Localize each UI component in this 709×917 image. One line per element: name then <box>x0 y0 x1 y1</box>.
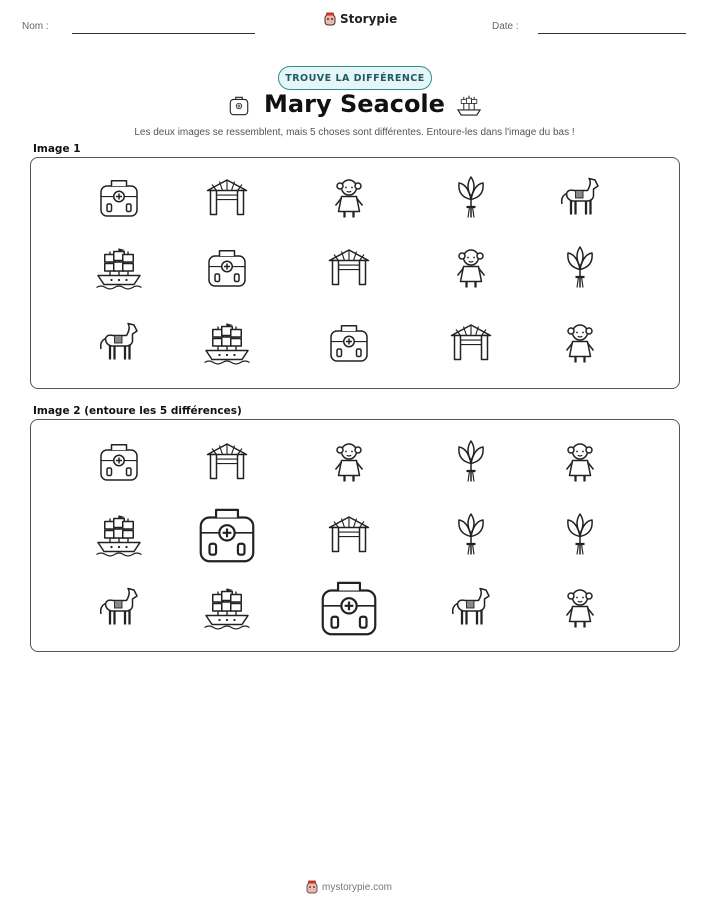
doll-icon[interactable] <box>556 584 604 632</box>
ship-title-icon <box>456 94 482 118</box>
footer <box>306 880 392 894</box>
medical-bag-icon[interactable] <box>325 319 373 367</box>
ship-icon[interactable] <box>203 319 251 367</box>
image2-label: Image 2 (entoure les 5 différences) <box>33 405 242 417</box>
doll-icon[interactable] <box>447 244 495 292</box>
horse-icon[interactable] <box>556 174 604 222</box>
storypie-mascot-icon <box>306 880 318 894</box>
medical-bag-icon[interactable] <box>314 573 384 643</box>
worksheet-title: Mary Seacole <box>264 90 445 118</box>
activity-badge: TROUVE LA DIFFÉRENCE <box>278 66 432 90</box>
herbs-icon[interactable] <box>447 174 495 222</box>
medical-bag-icon[interactable] <box>192 500 262 570</box>
market-stall-icon[interactable] <box>447 319 495 367</box>
instructions: Les deux images se ressemblent, mais 5 choses sont différentes. Entoure-les dans l'image du bas ! <box>134 127 575 138</box>
name-line[interactable] <box>72 33 255 34</box>
market-stall-icon[interactable] <box>325 244 373 292</box>
doll-icon[interactable] <box>325 174 373 222</box>
herbs-icon[interactable] <box>556 511 604 559</box>
name-label: Nom : <box>22 21 49 32</box>
ship-icon[interactable] <box>203 584 251 632</box>
medical-bag-icon[interactable] <box>95 174 143 222</box>
market-stall-icon[interactable] <box>203 438 251 486</box>
doll-icon[interactable] <box>325 438 373 486</box>
date-line[interactable] <box>538 33 686 34</box>
medical-bag-icon[interactable] <box>203 244 251 292</box>
market-stall-icon[interactable] <box>203 174 251 222</box>
herbs-icon[interactable] <box>556 244 604 292</box>
horse-icon[interactable] <box>95 584 143 632</box>
image1-label: Image 1 <box>33 143 81 155</box>
date-label: Date : <box>492 21 519 32</box>
brand-logo <box>324 12 397 26</box>
brand-name: Storypie <box>340 12 398 26</box>
horse-icon[interactable] <box>447 584 495 632</box>
ship-icon[interactable] <box>95 244 143 292</box>
storypie-mascot-icon <box>324 12 336 26</box>
doll-icon[interactable] <box>556 319 604 367</box>
horse-icon[interactable] <box>95 319 143 367</box>
herbs-icon[interactable] <box>447 511 495 559</box>
market-stall-icon[interactable] <box>325 511 373 559</box>
footer-site: mystorypie.com <box>322 881 393 893</box>
doll-icon[interactable] <box>556 438 604 486</box>
medical-bag-icon[interactable] <box>95 438 143 486</box>
image1-panel[interactable] <box>30 157 680 389</box>
image2-panel[interactable] <box>30 419 680 652</box>
ship-icon[interactable] <box>95 511 143 559</box>
herbs-icon[interactable] <box>447 438 495 486</box>
